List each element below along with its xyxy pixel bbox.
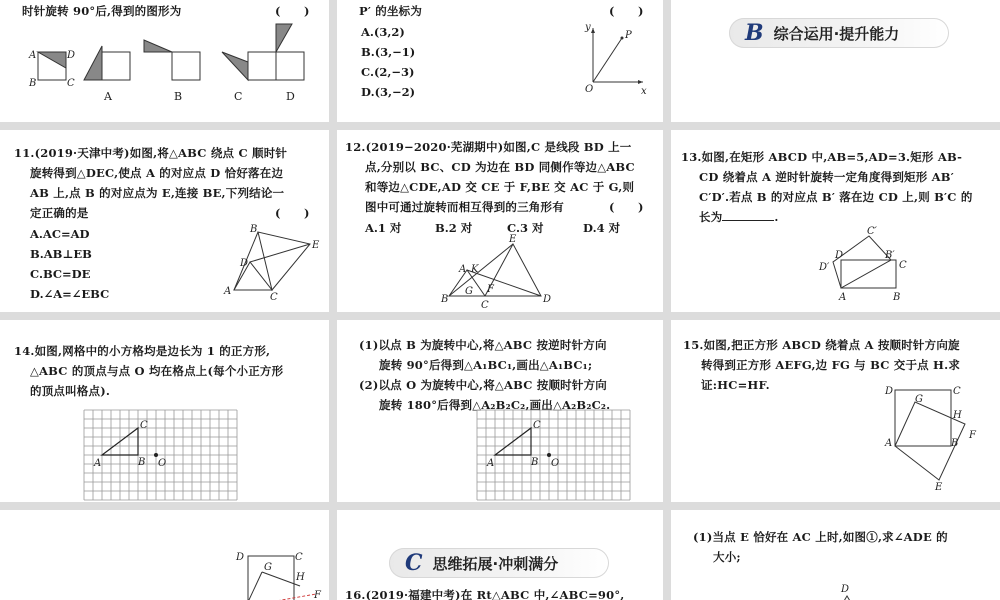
svg-text:O: O — [551, 458, 560, 469]
svg-text:B: B — [250, 224, 258, 235]
q15-line-2: 转得到正方形 AEFG,边 FG 与 BC 交于点 H.求 — [701, 358, 961, 372]
q13-cell — [671, 130, 1000, 312]
option-d: D.(3,−2) — [361, 85, 416, 99]
q16-sub-line-2: 大小; — [713, 550, 741, 564]
q12-line-2: 点,分别以 BC、CD 为边在 BD 同侧作等边△ABC — [365, 160, 635, 174]
choice-label-c: C — [234, 90, 243, 103]
q11-figure — [0, 130, 329, 312]
svg-text:B: B — [951, 438, 959, 449]
q14-line-1: 14.如图,网格中的小方格均是边长为 1 的正方形, — [14, 344, 271, 358]
svg-text:A: A — [29, 50, 37, 61]
svg-text:D: D — [835, 250, 844, 261]
answer-paren: ( ) — [609, 4, 644, 18]
question-text: 时针旋转 90°后,得到的图形为 — [22, 4, 182, 18]
q14-sub-line-4: 旋转 180°后得到△A₂B₂C₂,画出△A₂B₂C₂. — [379, 398, 611, 412]
svg-text:F: F — [487, 284, 494, 295]
q13-line-2: CD 绕着点 A 逆时针旋转一定角度得到矩形 AB′ — [699, 170, 954, 184]
q11-cell — [0, 130, 329, 312]
q15-cell — [671, 320, 1000, 502]
svg-text:O: O — [158, 458, 167, 469]
q14-sub-line-2: 旋转 90°后得到△A₁BC₁,画出△A₁BC₁; — [379, 358, 593, 372]
section-title: 综合运用·提升能力 — [773, 24, 900, 43]
svg-text:D: D — [240, 258, 249, 269]
svg-text:C: C — [533, 420, 541, 431]
svg-text:B: B — [29, 78, 37, 89]
svg-text:y: y — [585, 22, 591, 33]
q11-line-1: 11.(2019·天津中考)如图,将△ABC 绕点 C 顺时针 — [14, 146, 288, 160]
svg-text:D: D — [236, 552, 245, 563]
option-a: A.1 对 — [365, 221, 402, 235]
q13-line-4-text: 长为 — [699, 210, 723, 224]
answer-paren: ( ) — [275, 4, 310, 18]
q16-partial-figure — [671, 510, 1000, 600]
svg-text:A: A — [94, 458, 102, 469]
svg-text:C: C — [953, 386, 961, 397]
svg-text:D: D — [67, 50, 76, 61]
svg-text:A: A — [459, 264, 467, 275]
svg-text:G: G — [264, 562, 272, 573]
svg-text:H: H — [953, 410, 962, 421]
svg-text:A: A — [224, 286, 232, 297]
option-a: A.(3,2) — [361, 25, 405, 39]
svg-text:D: D — [841, 584, 850, 595]
q13-line-1: 13.如图,在矩形 ABCD 中,AB=5,AD=3.矩形 AB- — [681, 150, 963, 164]
svg-text:H: H — [296, 572, 305, 583]
option-c: C.BC=DE — [30, 267, 91, 281]
svg-text:E: E — [509, 234, 517, 245]
q13-line-4: 长为 . — [699, 210, 779, 224]
q12-cell — [337, 130, 663, 312]
answer-paren: ( ) — [609, 200, 644, 214]
svg-text:C: C — [140, 420, 148, 431]
row4-right-cell — [671, 510, 1000, 600]
answer-paren: ( ) — [275, 206, 310, 220]
svg-text:P: P — [625, 30, 632, 41]
svg-text:F: F — [314, 590, 321, 600]
svg-text:B: B — [893, 292, 901, 303]
option-b: B.(3,−1) — [361, 45, 416, 59]
section-letter: B — [745, 20, 764, 46]
q12-line-3: 和等边△CDE,AD 交 CE 于 F,BE 交 AC 于 G,则 — [365, 180, 635, 194]
option-d: D.4 对 — [583, 221, 621, 235]
svg-text:C: C — [270, 292, 278, 303]
q13-figure — [671, 130, 1000, 312]
row1-right-cell — [671, 0, 1000, 122]
q12-line-4: 图中可通过旋转而相互得到的三角形有 — [365, 200, 564, 214]
svg-text:D: D — [543, 294, 552, 305]
svg-text:A: A — [487, 458, 495, 469]
svg-text:C′: C′ — [867, 226, 877, 237]
choice-label-d: D — [286, 90, 295, 103]
q12-figure — [337, 130, 663, 312]
coordinate-figure — [337, 0, 663, 122]
option-c: C.(2,−3) — [361, 65, 415, 79]
row4-left-cell — [0, 510, 329, 600]
svg-text:C: C — [481, 300, 489, 311]
svg-text:B: B — [441, 294, 449, 305]
svg-text:A: A — [885, 438, 893, 449]
section-letter: C — [405, 550, 423, 576]
q14-line-2: △ABC 的顶点与点 O 均在格点上(每个小正方形 — [30, 364, 284, 378]
q14-sub-cell — [337, 320, 663, 502]
q14-sub-line-3: (2)以点 O 为旋转中心,将△ABC 按顺时针方向 — [359, 378, 607, 392]
rotation-choices-figure — [0, 0, 329, 122]
svg-text:G: G — [465, 286, 473, 297]
q16-line-1: 16.(2019·福建中考)在 Rt△ABC 中,∠ABC=90°, — [345, 588, 625, 600]
question-text: P′ 的坐标为 — [359, 4, 423, 18]
q15-line-1: 15.如图,把正方形 ABCD 绕着点 A 按顺时针方向旋 — [683, 338, 960, 352]
svg-text:D′: D′ — [819, 262, 830, 273]
choice-label-b: B — [174, 90, 183, 103]
q12-line-1: 12.(2019−2020·芜湖期中)如图,C 是线段 BD 上一 — [345, 140, 632, 154]
q14-cell — [0, 320, 329, 502]
svg-text:F: F — [969, 430, 976, 441]
q15-partial-figure — [0, 510, 329, 600]
svg-text:G: G — [915, 394, 923, 405]
section-banner-c — [389, 548, 609, 578]
choice-label-a: A — [104, 90, 112, 103]
svg-text:B′: B′ — [885, 250, 895, 261]
q14-line-3: 的顶点叫格点). — [30, 384, 111, 398]
q11-line-2: 旋转得到△DEC,使点 A 的对应点 D 恰好落在边 — [30, 166, 284, 180]
svg-text:B: B — [531, 457, 539, 468]
q14-sub-line-1: (1)以点 B 为旋转中心,将△ABC 按逆时针方向 — [359, 338, 607, 352]
row4-mid-cell — [337, 510, 663, 600]
q16-sub-line-1: (1)当点 E 恰好在 AC 上时,如图①,求∠ADE 的 — [693, 530, 948, 544]
svg-text:K: K — [471, 264, 479, 275]
q13-line-3: C′D′.若点 B 的对应点 B′ 落在边 CD 上,则 B′C 的 — [699, 190, 973, 204]
svg-text:E: E — [312, 240, 320, 251]
q14-sub-grid-figure — [337, 320, 663, 502]
svg-text:O: O — [585, 84, 594, 95]
section-banner-b — [729, 18, 949, 48]
option-b: B.2 对 — [435, 221, 473, 235]
option-b: B.AB⊥EB — [30, 247, 92, 261]
section-title: 思维拓展·冲刺满分 — [432, 554, 559, 573]
svg-text:C: C — [899, 260, 907, 271]
svg-text:x: x — [641, 86, 647, 97]
row1-left-cell — [0, 0, 329, 122]
svg-text:C: C — [295, 552, 303, 563]
option-d: D.∠A=∠EBC — [30, 287, 110, 301]
q15-figure — [671, 320, 1000, 502]
option-a: A.AC=AD — [30, 227, 90, 241]
q15-line-3: 证:HC=HF. — [701, 378, 770, 392]
q11-line-4: 定正确的是 — [30, 206, 89, 220]
svg-text:E: E — [935, 482, 943, 493]
svg-text:B: B — [138, 457, 146, 468]
q14-grid-figure — [0, 320, 329, 502]
svg-text:A: A — [839, 292, 847, 303]
svg-text:D: D — [885, 386, 894, 397]
option-c: C.3 对 — [507, 221, 544, 235]
svg-text:C: C — [67, 78, 75, 89]
q11-line-3: AB 上,点 B 的对应点为 E,连接 BE,下列结论一 — [30, 186, 285, 200]
row1-mid-cell — [337, 0, 663, 122]
